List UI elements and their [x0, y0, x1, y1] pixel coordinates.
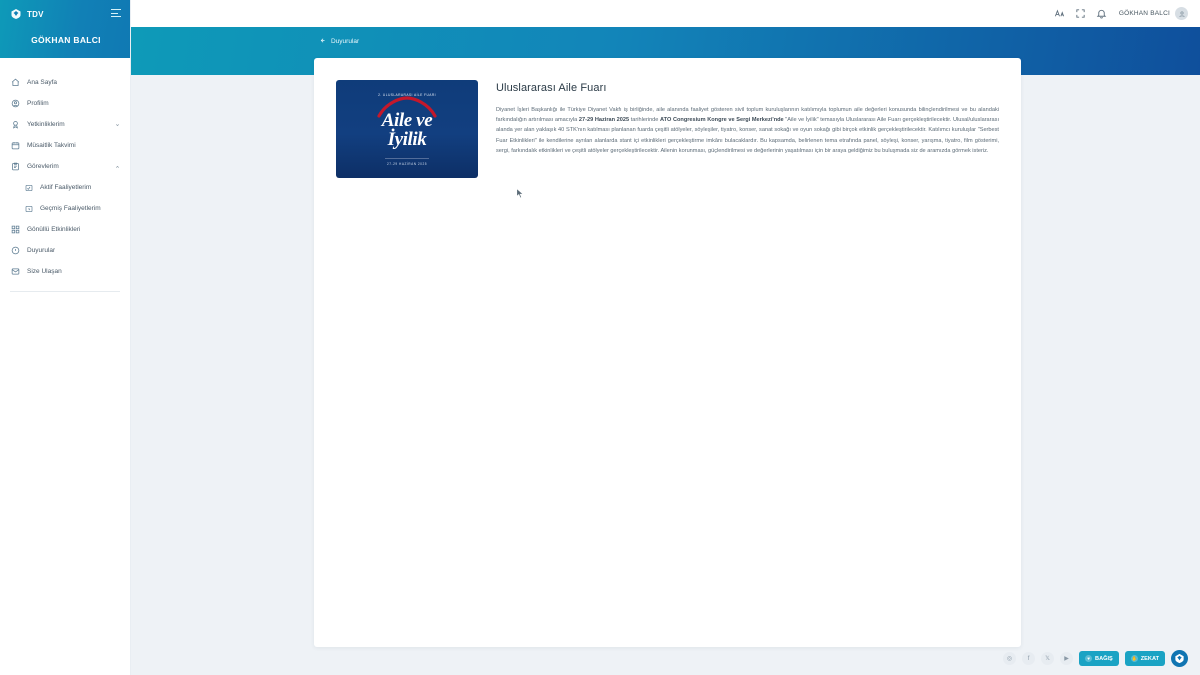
avatar-icon	[1175, 7, 1188, 20]
calendar-icon	[11, 141, 20, 150]
sidebar-item-duyurular[interactable]	[0, 240, 130, 261]
chevron-down-icon	[115, 122, 120, 127]
poster-top-caption: 2. ULUSLARARASI AİLE FUARI	[378, 93, 436, 97]
grid-icon	[11, 225, 20, 234]
sidebar-label: Ana Sayfa	[27, 79, 57, 86]
sidebar-item-aktif-faaliyetlerim[interactable]	[0, 177, 130, 198]
back-link-label: Duyurular	[331, 38, 360, 45]
sidebar-header	[0, 0, 130, 58]
announcement-card	[314, 58, 1021, 647]
tdv-logo-icon[interactable]	[1171, 650, 1188, 667]
hand-coin-icon: ✋	[1131, 655, 1138, 661]
sidebar-item-gonullu-etkinlikleri[interactable]	[0, 219, 130, 240]
sidebar-user-name: GÖKHAN BALCI	[31, 35, 101, 45]
heart-icon: ♥	[1085, 655, 1092, 662]
announcement-body: Diyanet İşleri Başkanlığı ile Türkiye Diyanet Vakfı iş birliğinde, aile alanında faaliyet gösteren sivil toplum kuruluşlarının katılımıyla toplumun aile değerleri konusunda bilinçlendirilmesi ve bu alandaki farkındalığın artırılması amacıyla 27-29 Haziran 2025 tarihlerinde ATO Congresium Kongre ve Sergi Merkezi'nde "Aile ve İyilik" temasıyla Uluslararası Aile Fuarı gerçekleştirilecektir. Ulusal/uluslararası alanda yer alan yaklaşık 40 STK'nın katılması planlanan fuarda çeşitli atölyeler, söyleşiler, tiyatro, konser, sanat sokağı ve oyun sokağı gibi birçok etkinlik gerçekleştirilecektir. Katılımcı kuruluşlar "Serbest Fuar Etkinlikleri" ile kendilerine ayrılan alanlarda stant içi etkinlikleri gerçekleştirme imkânı bulacaklardır. Bu kapsamda, belirlenen tema etrafında panel, söyleşi, konser, yarışma, tiyatro, film gösterimi, sergi, farkındalık etkinlikleri ve çeşitli atölyeler gerçekleştirilecektir. Ailenin korunması, güçlendirilmesi ve değerlerinin yaşatılması için bir araya geldiğimiz bu buluşmada siz de aramızda görmek isteriz.	[496, 107, 999, 154]
bagis-button[interactable]	[1079, 651, 1119, 666]
sidebar-label: Geçmiş Faaliyetlerim	[40, 205, 101, 212]
zekat-label: ZEKAT	[1140, 655, 1159, 662]
poster-divider	[385, 158, 429, 159]
topbar-user-name: GÖKHAN BALCI	[1118, 10, 1170, 17]
poster-line-2: İyilik	[387, 129, 427, 150]
instagram-icon[interactable]: ◎	[1003, 652, 1016, 665]
font-size-icon[interactable]	[1054, 8, 1065, 19]
clipboard-icon	[11, 162, 20, 171]
chevron-up-icon	[115, 164, 120, 169]
brand-title: TDV	[27, 9, 44, 19]
bagis-label: BAĞIŞ	[1095, 655, 1113, 662]
sidebar-item-profilim[interactable]	[0, 93, 130, 114]
sidebar-item-ana-sayfa[interactable]	[0, 72, 130, 93]
sidebar-label: Profilim	[27, 100, 49, 107]
sidebar-item-gecmis-faaliyetlerim[interactable]	[0, 198, 130, 219]
sidebar-item-size-ulasan[interactable]	[0, 261, 130, 282]
sidebar-label: Gönüllü Etkinlikleri	[27, 226, 81, 233]
poster-line-1: Aile ve	[381, 110, 433, 131]
sidebar-item-yetkinliklerim[interactable]	[0, 114, 130, 135]
page-title: Uluslararası Aile Fuarı	[496, 82, 607, 94]
sidebar-label: Aktif Faaliyetlerim	[40, 184, 92, 191]
facebook-icon[interactable]: f	[1022, 652, 1035, 665]
content-area	[131, 75, 1200, 675]
topbar	[131, 0, 1200, 27]
back-to-duyurular-link[interactable]	[319, 37, 359, 46]
sidebar-item-musaitlik-takvimi[interactable]	[0, 135, 130, 156]
zekat-button[interactable]	[1125, 651, 1165, 666]
arrow-left-icon	[319, 37, 326, 46]
sidebar-label: Müsaitlik Takvimi	[27, 142, 76, 149]
youtube-icon[interactable]: ▶	[1060, 652, 1073, 665]
sidebar-label: Yetkinliklerim	[27, 121, 65, 128]
sidebar-divider	[10, 291, 120, 292]
brand[interactable]	[10, 6, 122, 22]
sidebar-label: Size Ulaşan	[27, 268, 62, 275]
home-icon	[11, 78, 20, 87]
announcement-content	[496, 80, 999, 156]
user-menu[interactable]	[1119, 7, 1188, 20]
bell-icon[interactable]	[1096, 8, 1107, 19]
history-icon	[24, 204, 33, 213]
megaphone-icon	[11, 246, 20, 255]
x-twitter-icon[interactable]: 𝕏	[1041, 652, 1054, 665]
mail-icon	[11, 267, 20, 276]
activity-icon	[24, 183, 33, 192]
tdv-logo-icon	[10, 8, 22, 20]
announcement-poster	[336, 80, 478, 178]
sidebar-label: Duyurular	[27, 247, 56, 254]
sidebar-item-gorevlerim[interactable]	[0, 156, 130, 177]
poster-bottom-caption: 27-29 HAZİRAN 2025	[386, 162, 427, 166]
sidebar-label: Görevlerim	[27, 163, 59, 170]
sidebar-nav	[0, 58, 130, 292]
collapse-menu-icon[interactable]	[111, 9, 121, 17]
user-circle-icon	[11, 99, 20, 108]
badge-icon	[11, 120, 20, 129]
main-area	[131, 0, 1200, 675]
fullscreen-icon[interactable]	[1075, 8, 1086, 19]
floating-actions	[1003, 650, 1188, 667]
sidebar	[0, 0, 131, 675]
